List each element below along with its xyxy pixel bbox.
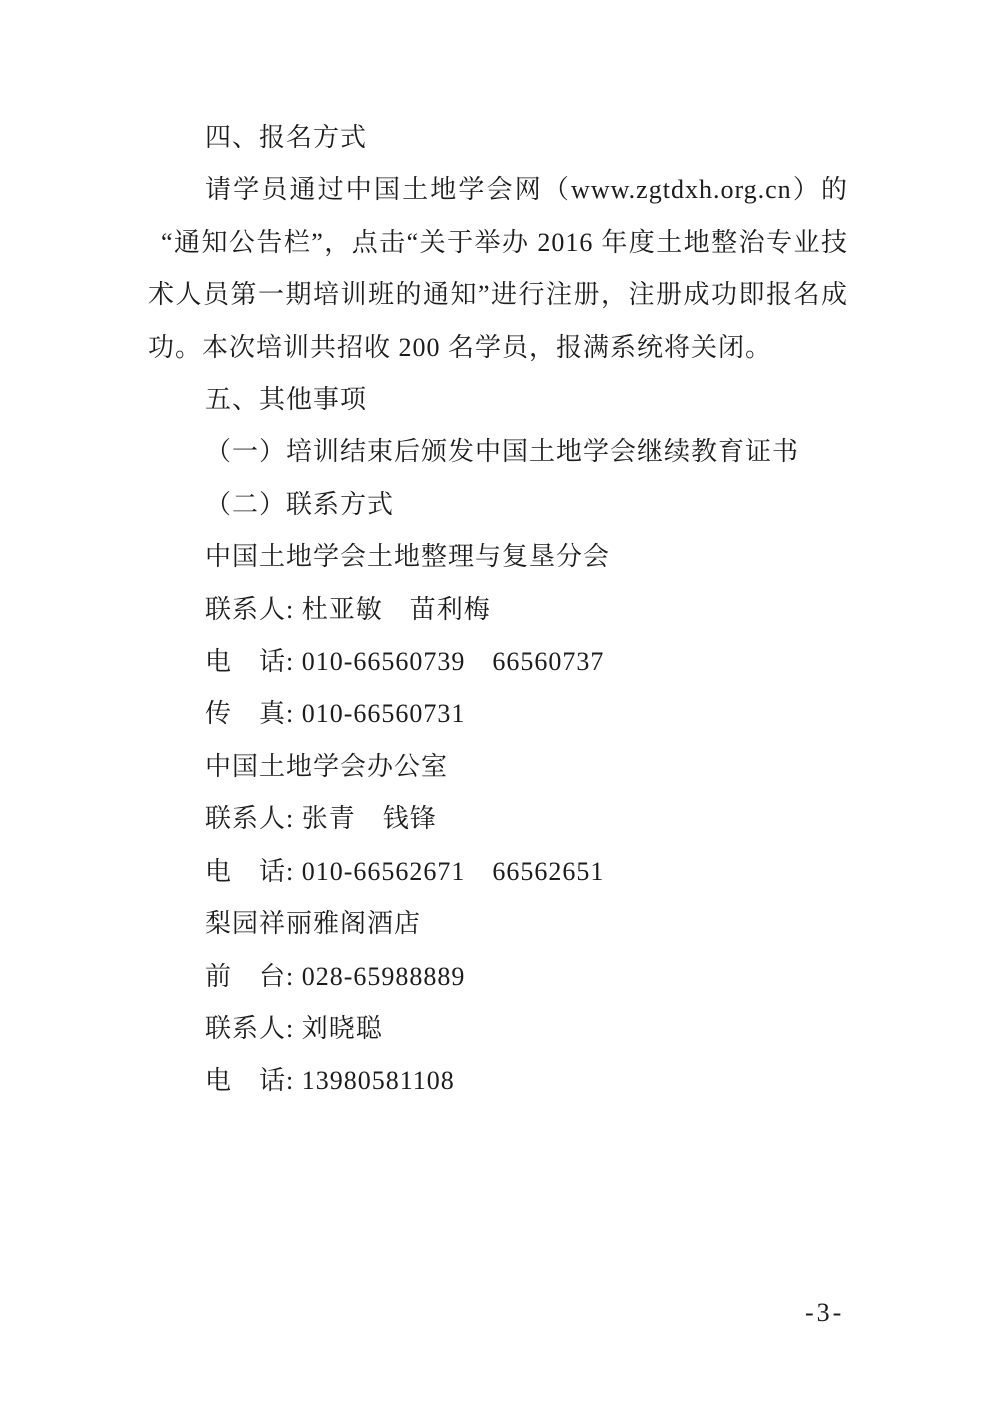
- hotel-front-desk: 前 台: 028-65988889: [205, 961, 466, 991]
- office-contact-person: 联系人: 张青 钱锋: [205, 804, 437, 834]
- section4-paragraph-line-1: 请学员通过中国土地学会网（www.zgtdxh.org.cn）的: [205, 175, 848, 205]
- section4-heading: 四、报名方式: [205, 123, 368, 152]
- page-number: -3-: [805, 1298, 845, 1327]
- hotel-phone: 电 话: 13980581108: [205, 1066, 455, 1096]
- section5-item-contact: （二）联系方式: [205, 489, 395, 519]
- section4-paragraph-line-4: 功。本次培训共招收 200 名学员，报满系统将关闭。: [148, 332, 773, 362]
- hotel-name: 梨园祥丽雅阁酒店: [205, 909, 422, 939]
- office-phone: 电 话: 010-66562671 66562651: [205, 856, 605, 886]
- division-fax: 传 真: 010-66560731: [205, 699, 466, 729]
- document-body: [148, 112, 848, 1108]
- hotel-contact-person: 联系人: 刘晓聪: [205, 1013, 383, 1043]
- division-phone: 电 话: 010-66560739 66560737: [205, 647, 605, 677]
- division-org-name: 中国土地学会土地整理与复垦分会: [205, 542, 611, 572]
- office-org-name: 中国土地学会办公室: [205, 751, 449, 781]
- section4-paragraph-line-3: 术人员第一期培训班的通知”进行注册，注册成功即报名成: [148, 280, 848, 310]
- section5-item-certificate: （一）培训结束后颁发中国土地学会继续教育证书: [205, 437, 800, 467]
- division-contact-person: 联系人: 杜亚敏 苗利梅: [205, 594, 491, 624]
- section4-paragraph-line-2: “通知公告栏”，点击“关于举办 2016 年度土地整治专业技: [161, 227, 848, 257]
- section5-heading: 五、其他事项: [205, 385, 368, 415]
